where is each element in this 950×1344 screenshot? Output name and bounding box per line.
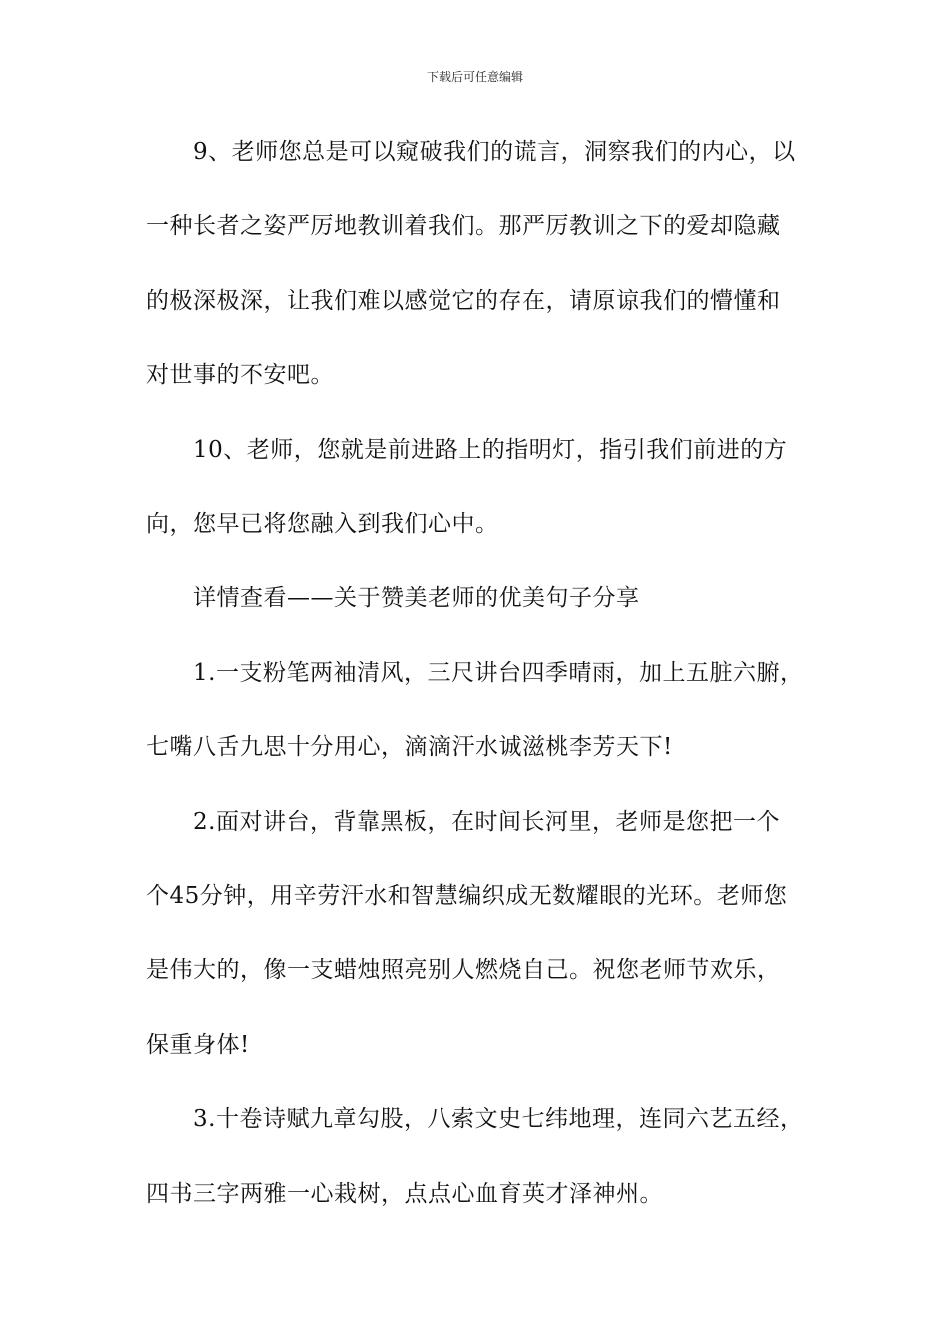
paragraph-line: 是伟大的，像一支蜡烛照亮别人燃烧自己。祝您老师节欢乐， [146,957,781,983]
paragraph-line: 一种长者之姿严厉地教训着我们。那严厉教训之下的爱却隐藏 [146,213,781,239]
paragraph-line: 保重身体! [146,1032,250,1058]
page-header: 下载后可任意编辑 [426,70,523,84]
paragraph-line: 9、老师您总是可以窥破我们的谎言，洞察我们的内心，以 [193,139,796,165]
paragraph-line: 个45分钟，用辛劳汗水和智慧编织成无数耀眼的光环。老师您 [146,883,788,909]
paragraph-line: 向，您早已将您融入到我们心中。 [146,511,499,537]
paragraph-line: 的极深极深，让我们难以感觉它的存在，请原谅我们的懵懂和 [146,288,781,314]
paragraph-line: 七嘴八舌九思十分用心，滴滴汗水诚滋桃李芳天下! [146,734,673,760]
paragraph-line: 2.面对讲台，背靠黑板，在时间长河里，老师是您把一个 [193,809,780,835]
paragraph-line: 1.一支粉笔两袖清风，三尺讲台四季晴雨，加上五脏六腑， [193,660,804,686]
section-heading: 详情查看——关于赞美老师的优美句子分享 [193,585,640,611]
paragraph-line: 10、老师，您就是前进路上的指明灯，指引我们前进的方 [193,437,788,463]
paragraph-line: 3.十卷诗赋九章勾股，八索文史七纬地理，连同六艺五经， [193,1106,804,1132]
paragraph-line: 对世事的不安吧。 [146,362,334,388]
paragraph-line: 四书三字两雅一心栽树，点点心血育英才泽神州。 [146,1181,663,1207]
